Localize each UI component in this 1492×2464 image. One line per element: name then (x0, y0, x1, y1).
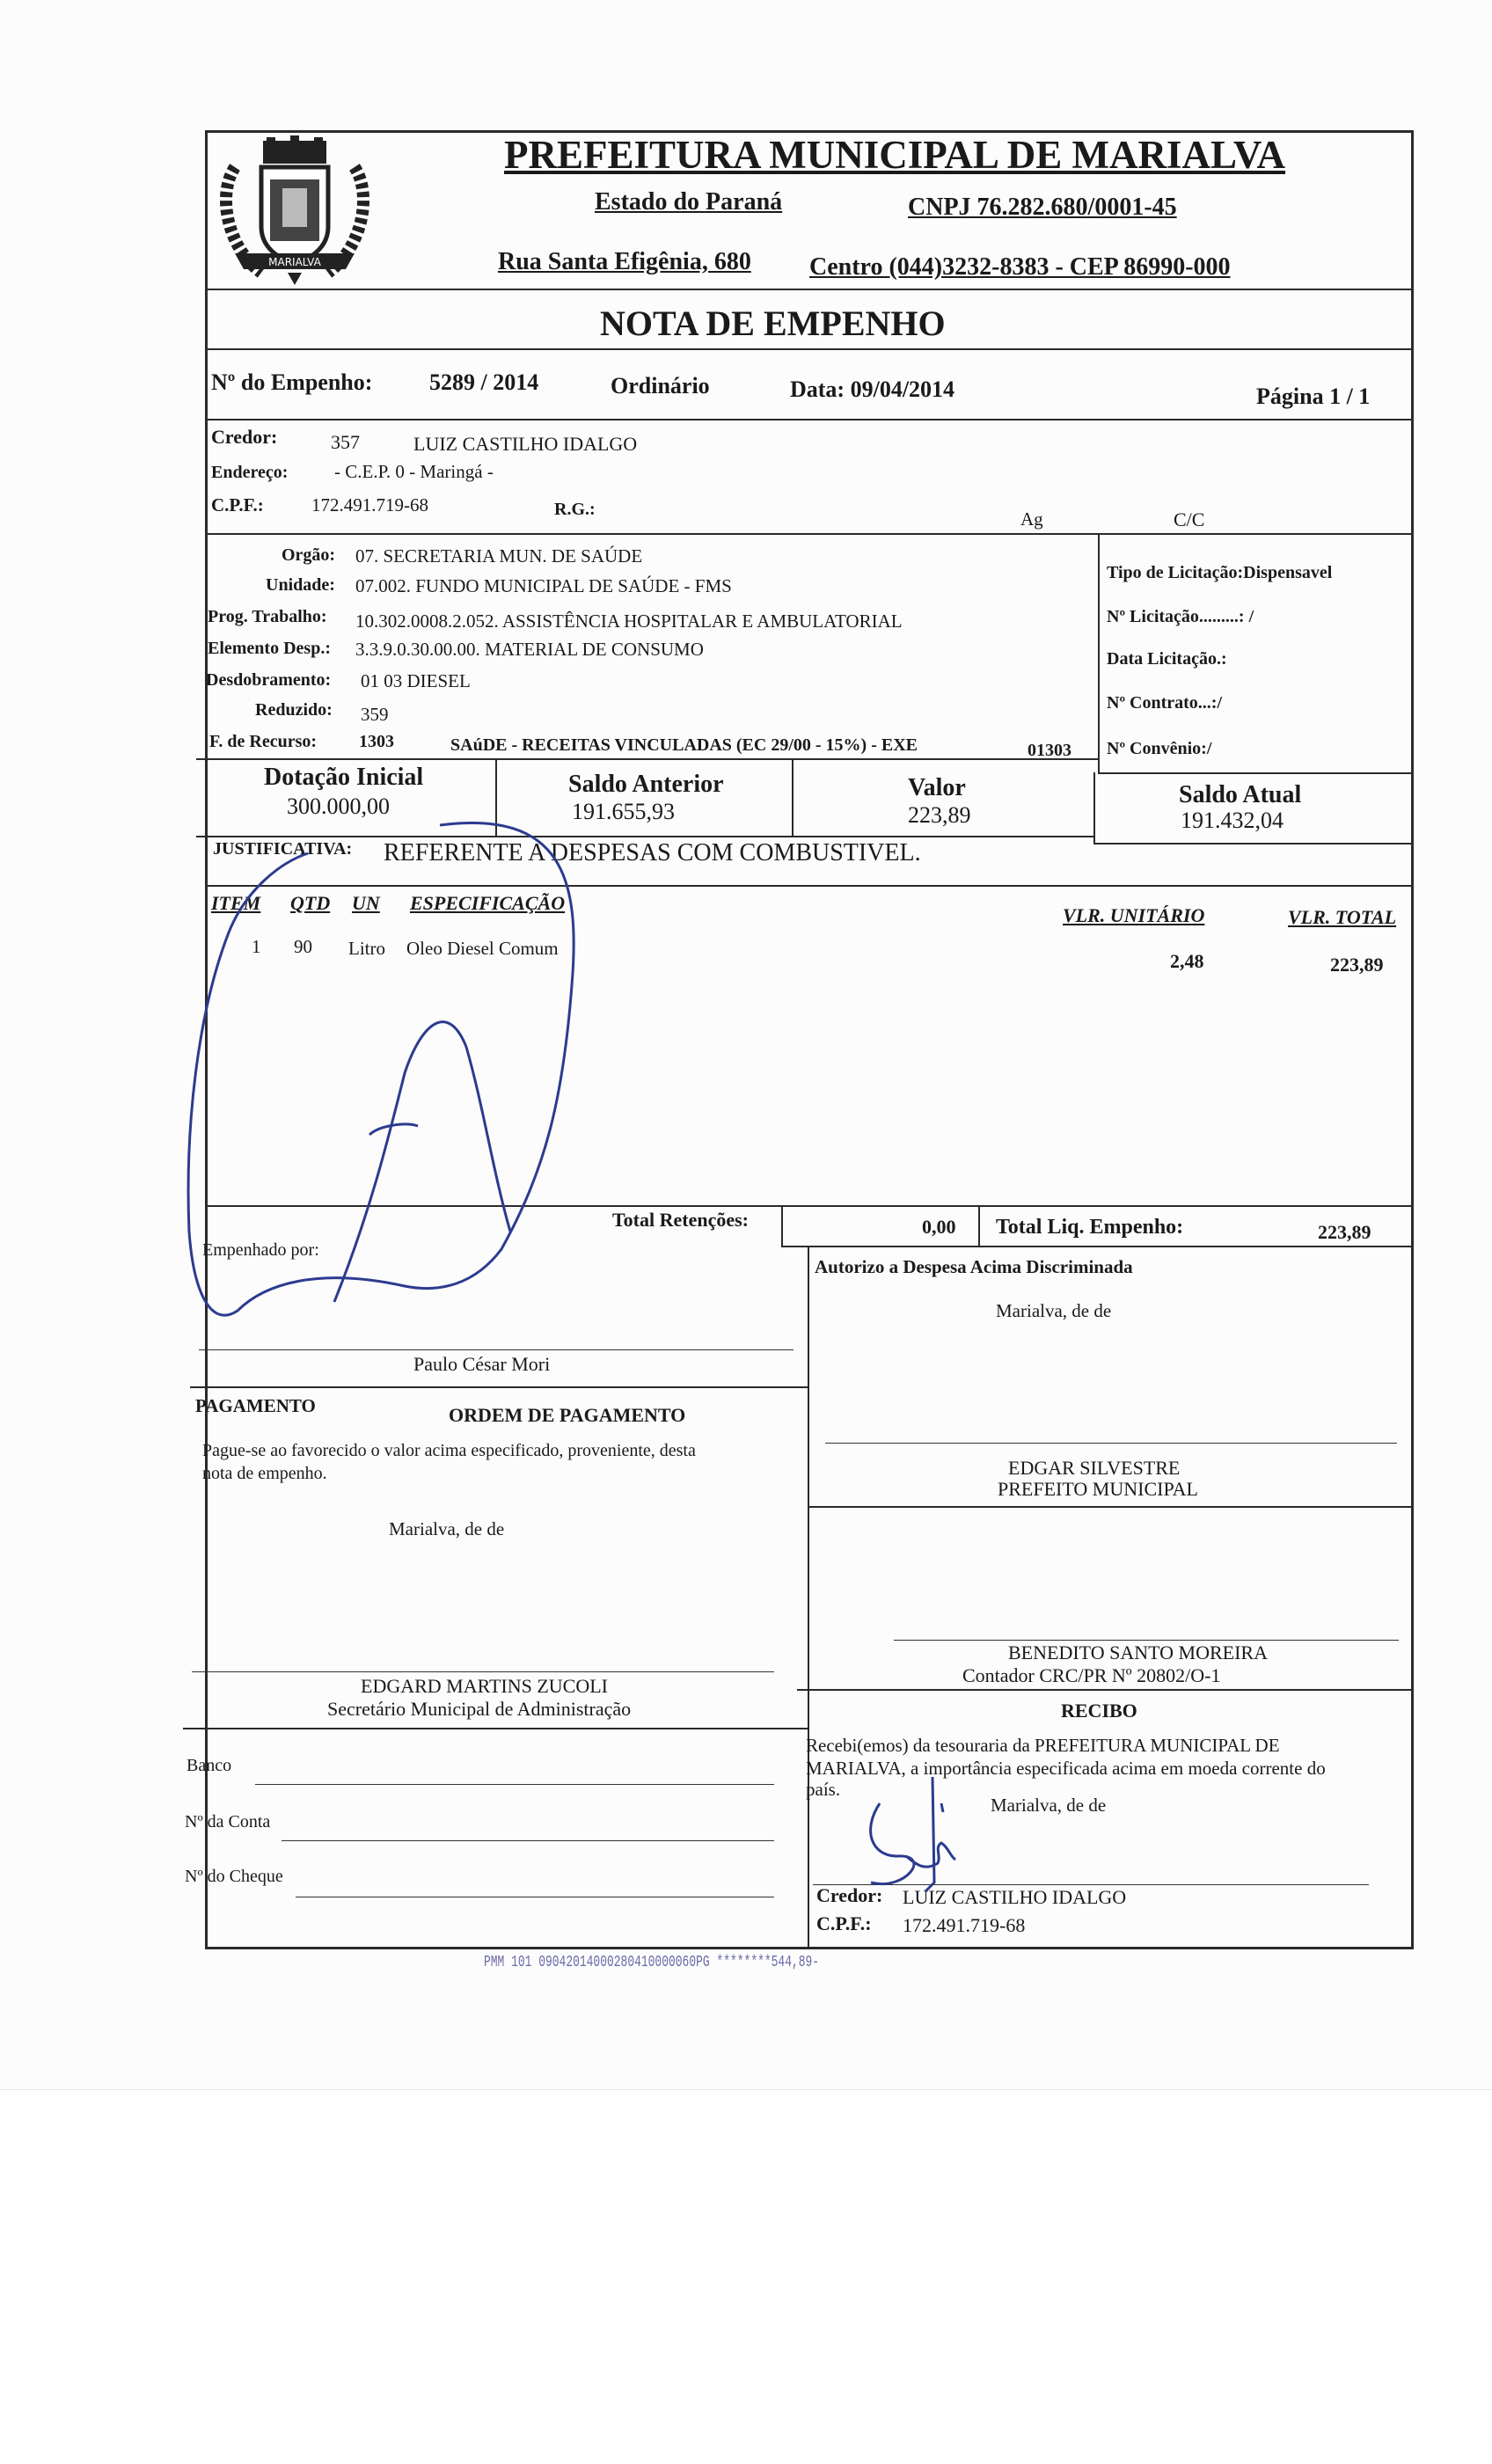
credor-code: 357 (331, 431, 360, 453)
empenho-date: Data: 09/04/2014 (790, 377, 955, 402)
pagamento-text-2: nota de empenho. (202, 1464, 327, 1483)
desdobramento-value: 01 03 DIESEL (361, 670, 471, 691)
empenho-type: Ordinário (611, 373, 710, 398)
contador-cargo: Contador CRC/PR Nº 20802/O-1 (962, 1664, 1221, 1686)
row-un: Litro (348, 938, 385, 959)
doc-title: NOTA DE EMPENHO (600, 303, 946, 343)
recibo-signature (871, 1777, 955, 1891)
district-phone-label: Centro (044)3232-8383 - CEP 86990-000 (809, 253, 1231, 281)
recibo-credor-label: Credor: (816, 1884, 883, 1906)
responsavel-name: Paulo César Mori (413, 1353, 551, 1375)
row-unit-value: 2,48 (1170, 950, 1204, 972)
retencoes-value: 0,00 (922, 1216, 956, 1238)
recibo-local-data: Marialva, de de (991, 1795, 1107, 1816)
retencoes-label: Total Retenções: (612, 1209, 749, 1231)
total-liquido-label: Total Liq. Empenho: (996, 1216, 1184, 1239)
endereco-label: Endereço: (211, 463, 289, 482)
svg-text:MARIALVA: MARIALVA (268, 256, 321, 268)
elemento-value: 3.3.9.0.30.00.00. MATERIAL DE CONSUMO (355, 639, 704, 660)
unidade-value: 07.002. FUNDO MUNICIPAL DE SAÚDE - FMS (355, 575, 732, 596)
secretario-cargo: Secretário Municipal de Administração (327, 1698, 632, 1720)
licitacao-tipo: Tipo de Licitação:Dispensavel (1107, 563, 1333, 582)
cnpj-label: CNPJ 76.282.680/0001-45 (908, 194, 1177, 221)
col-un-header: UN (352, 892, 380, 914)
orgao-value: 07. SECRETARIA MUN. DE SAÚDE (355, 545, 643, 567)
empenho-number-label: Nº do Empenho: (211, 369, 373, 395)
cheque-label: Nº do Cheque (185, 1867, 283, 1886)
col-espec-header: ESPECIFICAÇÃO (410, 892, 566, 914)
unidade-label: Unidade: (266, 575, 335, 595)
recibo-credor-name: LUIZ CASTILHO IDALGO (903, 1886, 1127, 1908)
dotacao-inicial-label: Dotação Inicial (264, 764, 424, 791)
col-total-header: VLR. TOTAL (1288, 906, 1397, 928)
prog-trabalho-value: 10.302.0008.2.052. ASSISTÊNCIA HOSPITALAR E AMBULATORIAL (355, 611, 903, 632)
reduzido-value: 359 (361, 704, 389, 725)
row-espec: Oleo Diesel Comum (406, 938, 559, 959)
contrato-numero: Nº Contrato...:/ (1107, 693, 1223, 713)
orgao-label: Orgão: (282, 545, 336, 565)
recurso-code-2: 01303 (1028, 741, 1071, 760)
row-item: 1 (252, 936, 261, 957)
recibo-text-2: MARIALVA, a importância especificada acima em moeda corrente do (806, 1758, 1326, 1779)
pagamento-label: PAGAMENTO (195, 1395, 316, 1416)
rg-label: R.G.: (554, 500, 596, 519)
recibo-title: RECIBO (1061, 1700, 1137, 1722)
valor-value: 223,89 (908, 802, 971, 828)
recibo-cpf-value: 172.491.719-68 (903, 1914, 1026, 1936)
banco-label: Banco (186, 1756, 232, 1775)
convenio-numero: Nº Convênio:/ (1107, 739, 1212, 758)
footer-barcode-text: PMM 101 09042014000280410000060PG ********544,89- (484, 1954, 820, 1971)
endereco-value: - C.E.P. 0 - Maringá - (334, 461, 494, 482)
recurso-label: F. de Recurso: (209, 732, 318, 751)
licitacao-data: Data Licitação.: (1107, 649, 1227, 669)
col-item-header: ITEM (211, 892, 261, 914)
prefeito-cargo: PREFEITO MUNICIPAL (998, 1478, 1198, 1500)
credor-name: LUIZ CASTILHO IDALGO (413, 433, 638, 455)
recurso-desc: SAúDE - RECEITAS VINCULADAS (EC 29/00 - 15%) - EXE (450, 735, 918, 755)
agencia-label: Ag (1020, 508, 1043, 530)
prefeitura-title: PREFEITURA MUNICIPAL DE MARIALVA (504, 133, 1286, 177)
dotacao-inicial-value: 300.000,00 (287, 793, 390, 819)
pagamento-text-1: Pague-se ao favorecido o valor acima especificado, proveniente, desta (202, 1441, 696, 1460)
total-liquido-value: 223,89 (1318, 1221, 1371, 1243)
signature-a-stroke (334, 1022, 510, 1302)
conta-label: Nº da Conta (185, 1812, 271, 1832)
cpf-label: C.P.F.: (211, 494, 264, 515)
licitacao-numero: Nº Licitação.........: / (1107, 607, 1254, 626)
state-label: Estado do Paraná (595, 188, 783, 216)
secretario-name: EDGARD MARTINS ZUCOLI (361, 1675, 609, 1697)
recibo-cpf-label: C.P.F.: (816, 1912, 872, 1934)
desdobramento-label: Desdobramento: (206, 670, 332, 690)
saldo-anterior-value: 191.655,93 (572, 799, 675, 824)
saldo-anterior-label: Saldo Anterior (568, 771, 724, 798)
credor-label: Credor: (211, 426, 278, 448)
empenhado-por-label: Empenhado por: (202, 1240, 319, 1260)
row-qtd: 90 (294, 936, 312, 957)
empenho-number: 5289 / 2014 (429, 369, 539, 395)
saldo-atual-value: 191.432,04 (1181, 808, 1284, 833)
reduzido-label: Reduzido: (255, 700, 333, 720)
signature-loop (188, 823, 574, 1315)
col-unit-header: VLR. UNITÁRIO (1063, 904, 1205, 926)
pagamento-local-data: Marialva, de de (389, 1518, 505, 1539)
address-label: Rua Santa Efigênia, 680 (498, 248, 751, 275)
autorizo-local-data: Marialva, de de (996, 1300, 1112, 1321)
row-total-value: 223,89 (1330, 954, 1384, 976)
saldo-atual-label: Saldo Atual (1179, 781, 1302, 808)
recibo-text-1: Recebi(emos) da tesouraria da PREFEITURA MUNICIPAL DE (806, 1735, 1280, 1756)
ordem-pagamento-label: ORDEM DE PAGAMENTO (449, 1404, 686, 1426)
justificativa-label: JUSTIFICATIVA: (213, 839, 353, 859)
recibo-text-3: país. (806, 1779, 841, 1800)
conta-corrente-label: C/C (1174, 508, 1205, 530)
justificativa-text: REFERENTE A DESPESAS COM COMBUSTIVEL. (384, 839, 921, 866)
autorizo-label: Autorizo a Despesa Acima Discriminada (815, 1256, 1133, 1277)
recurso-code: 1303 (359, 732, 394, 751)
valor-label: Valor (908, 774, 966, 801)
col-qtd-header: QTD (290, 892, 331, 914)
page-number: Página 1 / 1 (1256, 384, 1371, 409)
prog-trabalho-label: Prog. Trabalho: (208, 607, 327, 626)
elemento-label: Elemento Desp.: (208, 639, 331, 658)
prefeito-name: EDGAR SILVESTRE (1008, 1457, 1181, 1479)
cpf-value: 172.491.719-68 (311, 494, 428, 515)
contador-name: BENEDITO SANTO MOREIRA (1008, 1641, 1268, 1663)
